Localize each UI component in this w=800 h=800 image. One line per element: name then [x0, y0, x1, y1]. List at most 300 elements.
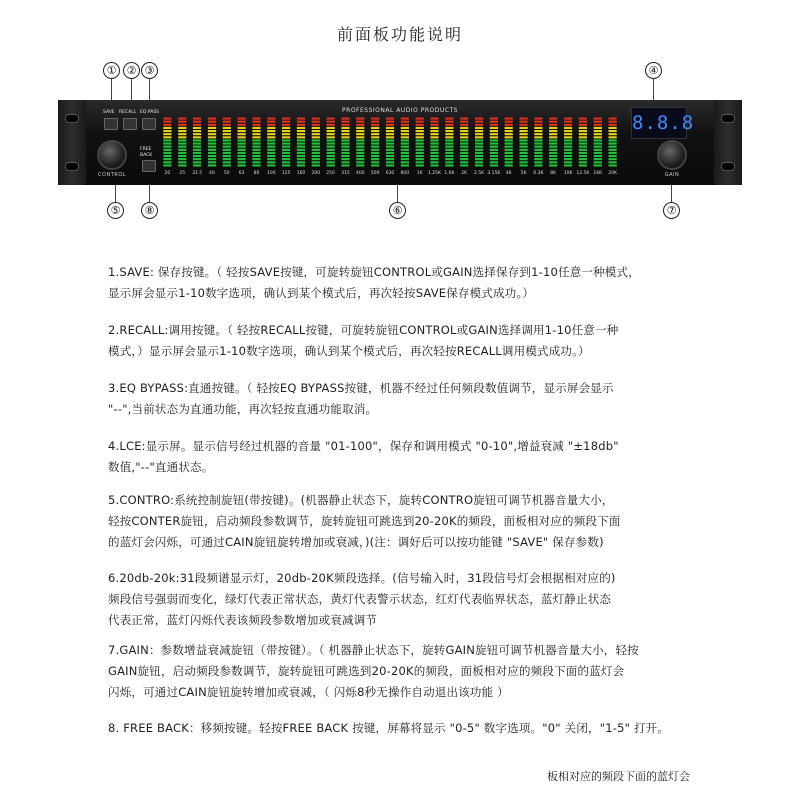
led-segment — [609, 127, 617, 129]
led-segment — [178, 158, 186, 160]
recall-button[interactable] — [123, 118, 137, 130]
led-segment — [401, 130, 409, 132]
rack-screw-icon — [721, 114, 735, 123]
frequency-label: 8K — [550, 171, 557, 176]
gain-label: GAIN — [664, 172, 680, 178]
led-segment — [430, 136, 438, 138]
led-segment — [445, 143, 453, 145]
led-segment — [267, 127, 275, 129]
led-segment — [534, 124, 542, 126]
led-segment — [579, 118, 587, 120]
led-segment — [356, 161, 364, 163]
callout-7: ⑦ — [663, 202, 680, 219]
led-segment — [252, 146, 260, 148]
led-segment — [327, 136, 335, 138]
led-segment — [430, 121, 438, 123]
led-segment — [282, 118, 290, 120]
frequency-label: 80 — [253, 171, 260, 176]
led-segment — [163, 158, 171, 160]
led-segment — [401, 164, 409, 166]
led-segment — [416, 164, 424, 166]
led-segment — [564, 118, 572, 120]
frequency-label: 4K — [505, 171, 512, 176]
rack-ear-right — [714, 100, 742, 185]
led-segment — [223, 130, 231, 132]
led-segment — [252, 139, 260, 141]
led-segment — [490, 127, 498, 129]
led-segment — [267, 158, 275, 160]
led-segment — [564, 149, 572, 151]
spectrum-bar — [416, 118, 424, 167]
callout-1: ① — [103, 62, 120, 79]
free-back-button[interactable] — [142, 160, 156, 172]
led-segment — [238, 146, 246, 148]
led-segment — [475, 164, 483, 166]
led-segment — [549, 143, 557, 145]
callout-4: ④ — [645, 62, 662, 79]
led-segment — [445, 133, 453, 135]
led-segment — [401, 158, 409, 160]
led-segment — [520, 155, 528, 157]
led-segment — [238, 121, 246, 123]
led-segment — [475, 143, 483, 145]
led-segment — [223, 127, 231, 129]
led-segment — [356, 164, 364, 166]
led-segment — [430, 139, 438, 141]
led-segment — [238, 130, 246, 132]
led-segment — [282, 143, 290, 145]
led-segment — [416, 118, 424, 120]
led-segment — [416, 149, 424, 151]
led-segment — [208, 155, 216, 157]
led-segment — [356, 158, 364, 160]
led-segment — [445, 146, 453, 148]
led-segment — [297, 155, 305, 157]
description-3 — [108, 378, 748, 420]
led-segment — [534, 155, 542, 157]
led-segment — [193, 149, 201, 151]
led-segment — [223, 152, 231, 154]
led-segment — [401, 149, 409, 151]
led-segment — [282, 152, 290, 154]
led-segment — [371, 130, 379, 132]
led-segment — [327, 127, 335, 129]
frequency-label: 630 — [385, 171, 395, 176]
led-segment — [163, 143, 171, 145]
description-line: 4.LCE:显示屏。显示信号经过机器的音量 "01-100"，保存和调用模式 "0-10",增益衰减 "±18db" — [108, 439, 619, 453]
frequency-label: 125 — [281, 171, 291, 176]
led-segment — [252, 118, 260, 120]
spectrum-bar — [341, 118, 349, 167]
led-segment — [312, 161, 320, 163]
led-segment — [371, 155, 379, 157]
spectrum-bar — [594, 118, 602, 167]
description-line: 6.20db-20k:31段频谱显示灯，20db-20K频段选择。(信号输入时，31段信号灯会根据相对应的) — [108, 571, 616, 585]
led-segment — [401, 118, 409, 120]
led-segment — [282, 146, 290, 148]
led-segment — [534, 152, 542, 154]
frequency-label: 400 — [356, 171, 365, 176]
led-segment — [609, 155, 617, 157]
led-segment — [386, 133, 394, 135]
led-segment — [341, 146, 349, 148]
frequency-label: 63 — [238, 171, 245, 176]
led-segment — [594, 143, 602, 145]
led-segment — [252, 161, 260, 163]
led-segment — [490, 155, 498, 157]
led-segment — [178, 164, 186, 166]
led-segment — [475, 133, 483, 135]
led-segment — [594, 127, 602, 129]
led-segment — [564, 130, 572, 132]
led-segment — [238, 133, 246, 135]
led-segment — [594, 164, 602, 166]
spectrum-bar — [549, 118, 557, 167]
led-segment — [534, 130, 542, 132]
spectrum-bar — [475, 118, 483, 167]
led-segment — [416, 127, 424, 129]
led-segment — [549, 152, 557, 154]
led-segment — [401, 143, 409, 145]
led-segment — [163, 133, 171, 135]
led-segment — [356, 133, 364, 135]
frequency-label: 10K — [563, 171, 573, 176]
led-segment — [282, 149, 290, 151]
control-label: CONTROL — [98, 172, 126, 178]
led-segment — [505, 158, 513, 160]
led-segment — [594, 139, 602, 141]
led-segment — [416, 146, 424, 148]
description-line: 的蓝灯会闪烁，可通过CAIN旋钮旋转增加或衰减，)(注：调好后可以按功能键 "SAVE" 保存参数) — [108, 535, 604, 549]
led-segment — [163, 130, 171, 132]
led-segment — [371, 152, 379, 154]
led-segment — [460, 127, 468, 129]
spectrum-bar — [163, 118, 171, 167]
callout-8: ⑧ — [141, 202, 158, 219]
led-segment — [282, 136, 290, 138]
led-segment — [238, 124, 246, 126]
led-segment — [549, 146, 557, 148]
led-segment — [430, 127, 438, 129]
led-segment — [327, 124, 335, 126]
led-segment — [430, 164, 438, 166]
led-segment — [609, 136, 617, 138]
led-segment — [594, 133, 602, 135]
brand-label: PROFESSIONAL AUDIO PRODUCTS — [342, 107, 458, 114]
led-segment — [163, 139, 171, 141]
led-segment — [178, 155, 186, 157]
led-segment — [594, 158, 602, 160]
save-button[interactable] — [104, 118, 118, 130]
led-segment — [490, 130, 498, 132]
description-6 — [108, 568, 748, 631]
led-segment — [564, 143, 572, 145]
led-segment — [505, 155, 513, 157]
led-segment — [534, 136, 542, 138]
led-segment — [178, 139, 186, 141]
led-segment — [520, 130, 528, 132]
led-segment — [208, 130, 216, 132]
led-segment — [594, 130, 602, 132]
description-line: 3.EQ BYPASS:直通按键。（ 轻按EQ BYPASS按键，机器不经过任何频段数值调节，显示屏会显示 — [108, 381, 614, 395]
led-segment — [534, 164, 542, 166]
led-segment — [208, 161, 216, 163]
led-segment — [356, 155, 364, 157]
description-1 — [108, 262, 748, 304]
led-segment — [475, 127, 483, 129]
led-segment — [534, 149, 542, 151]
led-segment — [238, 155, 246, 157]
led-segment — [460, 161, 468, 163]
led-segment — [460, 152, 468, 154]
led-segment — [178, 118, 186, 120]
led-segment — [297, 164, 305, 166]
led-segment — [371, 121, 379, 123]
led-segment — [267, 143, 275, 145]
led-segment — [430, 124, 438, 126]
led-segment — [430, 149, 438, 151]
led-segment — [505, 161, 513, 163]
led-segment — [534, 127, 542, 129]
led-segment — [430, 161, 438, 163]
led-segment — [193, 124, 201, 126]
led-segment — [163, 124, 171, 126]
led-segment — [579, 164, 587, 166]
led-segment — [564, 136, 572, 138]
frequency-label: 12.5K — [576, 171, 590, 176]
led-segment — [371, 161, 379, 163]
led-segment — [282, 158, 290, 160]
led-segment — [386, 127, 394, 129]
led-segment — [475, 149, 483, 151]
led-segment — [416, 121, 424, 123]
led-segment — [490, 124, 498, 126]
led-segment — [520, 158, 528, 160]
led-segment — [312, 118, 320, 120]
led-segment — [460, 130, 468, 132]
description-line: "--",当前状态为直通功能，再次轻按直通功能取消。 — [108, 402, 378, 416]
spectrum-bar — [282, 118, 290, 167]
led-segment — [386, 136, 394, 138]
led-segment — [445, 152, 453, 154]
spectrum-bar — [460, 118, 468, 167]
led-segment — [460, 158, 468, 160]
led-segment — [163, 164, 171, 166]
led-segment — [475, 158, 483, 160]
led-segment — [312, 121, 320, 123]
led-segment — [178, 152, 186, 154]
spectrum-bar — [252, 118, 260, 167]
led-segment — [609, 158, 617, 160]
led-segment — [445, 155, 453, 157]
led-segment — [445, 149, 453, 151]
spectrum-bar — [430, 118, 438, 167]
led-segment — [430, 130, 438, 132]
led-segment — [445, 161, 453, 163]
led-segment — [594, 155, 602, 157]
description-line: 8. FREE BACK：移频按键。轻按FREE BACK 按键，屏幕将显示 "0-5" 数字选项。"0" 关闭，"1-5" 打开。 — [108, 721, 670, 735]
led-segment — [460, 146, 468, 148]
led-segment — [356, 152, 364, 154]
led-segment — [163, 155, 171, 157]
led-segment — [416, 136, 424, 138]
description-7 — [108, 640, 748, 703]
led-segment — [341, 121, 349, 123]
led-segment — [490, 158, 498, 160]
led-segment — [327, 164, 335, 166]
led-segment — [520, 124, 528, 126]
spectrum-led-bars — [160, 117, 620, 167]
led-segment — [252, 121, 260, 123]
led-segment — [223, 139, 231, 141]
led-segment — [163, 127, 171, 129]
led-segment — [445, 164, 453, 166]
spectrum-bar — [193, 118, 201, 167]
led-segment — [163, 149, 171, 151]
led-segment — [371, 139, 379, 141]
led-segment — [297, 161, 305, 163]
led-segment — [475, 136, 483, 138]
led-segment — [505, 152, 513, 154]
led-segment — [341, 164, 349, 166]
led-segment — [297, 146, 305, 148]
led-segment — [416, 143, 424, 145]
callout-6: ⑥ — [389, 202, 406, 219]
led-segment — [267, 118, 275, 120]
led-segment — [341, 118, 349, 120]
led-segment — [564, 161, 572, 163]
led-segment — [579, 124, 587, 126]
led-segment — [416, 124, 424, 126]
spectrum-bar — [327, 118, 335, 167]
led-segment — [564, 155, 572, 157]
description-line: 数值,"--"直通状态。 — [108, 460, 214, 474]
led-segment — [356, 136, 364, 138]
led-segment — [267, 164, 275, 166]
led-segment — [549, 118, 557, 120]
led-segment — [297, 124, 305, 126]
page-title: 前面板功能说明 — [336, 25, 463, 44]
led-segment — [356, 118, 364, 120]
led-segment — [490, 118, 498, 120]
led-segment — [223, 143, 231, 145]
led-segment — [490, 136, 498, 138]
led-segment — [252, 130, 260, 132]
footer-note: 板相对应的频段下面的蓝灯会 — [547, 770, 690, 783]
spectrum-bar — [178, 118, 186, 167]
recall-label: RECALL — [119, 110, 137, 115]
eq-bypass-button[interactable] — [142, 118, 156, 130]
led-segment — [178, 146, 186, 148]
gain-knob[interactable] — [657, 140, 687, 170]
frequency-label: 31.5 — [192, 171, 203, 176]
led-segment — [490, 143, 498, 145]
led-segment — [579, 146, 587, 148]
led-segment — [193, 133, 201, 135]
description-line: 闪烁，可通过CAIN旋钮旋转增加或衰减，（ 闪烁8秒无操作自动退出该功能 ） — [108, 685, 509, 699]
led-segment — [267, 152, 275, 154]
led-segment — [460, 139, 468, 141]
led-segment — [505, 164, 513, 166]
led-segment — [297, 149, 305, 151]
control-knob[interactable] — [97, 140, 127, 170]
led-segment — [267, 155, 275, 157]
bypass-label: EQ PASS — [140, 110, 160, 115]
description-2 — [108, 320, 748, 362]
led-segment — [327, 130, 335, 132]
led-segment — [238, 152, 246, 154]
spectrum-bar — [223, 118, 231, 167]
led-segment — [534, 146, 542, 148]
led-segment — [460, 118, 468, 120]
led-segment — [609, 149, 617, 151]
led-segment — [594, 118, 602, 120]
led-segment — [312, 158, 320, 160]
led-segment — [208, 118, 216, 120]
led-segment — [267, 130, 275, 132]
led-segment — [445, 118, 453, 120]
led-segment — [371, 133, 379, 135]
led-segment — [238, 161, 246, 163]
led-segment — [460, 155, 468, 157]
led-segment — [460, 164, 468, 166]
led-segment — [312, 143, 320, 145]
description-line: 7.GAIN：参数增益衰减旋钮（带按键）。（ 机器静止状态下，旋转GAIN旋钮可调节机器音量大小，轻按 — [108, 643, 639, 657]
led-segment — [297, 152, 305, 154]
led-segment — [460, 149, 468, 151]
led-segment — [312, 124, 320, 126]
led-segment — [520, 136, 528, 138]
led-segment — [549, 124, 557, 126]
led-segment — [475, 124, 483, 126]
led-segment — [312, 152, 320, 154]
led-segment — [490, 149, 498, 151]
led-segment — [341, 133, 349, 135]
led-segment — [297, 130, 305, 132]
led-segment — [505, 118, 513, 120]
frequency-label: 40 — [209, 171, 215, 176]
led-segment — [327, 146, 335, 148]
led-segment — [163, 161, 171, 163]
led-segment — [341, 127, 349, 129]
led-segment — [520, 133, 528, 135]
led-segment — [341, 152, 349, 154]
led-segment — [341, 143, 349, 145]
led-segment — [430, 155, 438, 157]
led-segment — [267, 124, 275, 126]
led-segment — [386, 143, 394, 145]
led-segment — [564, 146, 572, 148]
led-segment — [564, 124, 572, 126]
spectrum-bar — [609, 118, 617, 167]
led-segment — [238, 149, 246, 151]
led-segment — [371, 118, 379, 120]
led-segment — [579, 143, 587, 145]
rack-screw-icon — [65, 162, 79, 171]
spectrum-bar — [445, 118, 453, 167]
led-segment — [193, 118, 201, 120]
led-segment — [208, 149, 216, 151]
led-segment — [371, 127, 379, 129]
frequency-label: 3.15K — [487, 171, 501, 176]
spectrum-bar — [238, 118, 246, 167]
led-segment — [564, 133, 572, 135]
led-segment — [430, 146, 438, 148]
led-segment — [579, 149, 587, 151]
led-segment — [312, 164, 320, 166]
led-segment — [430, 152, 438, 154]
led-segment — [327, 155, 335, 157]
